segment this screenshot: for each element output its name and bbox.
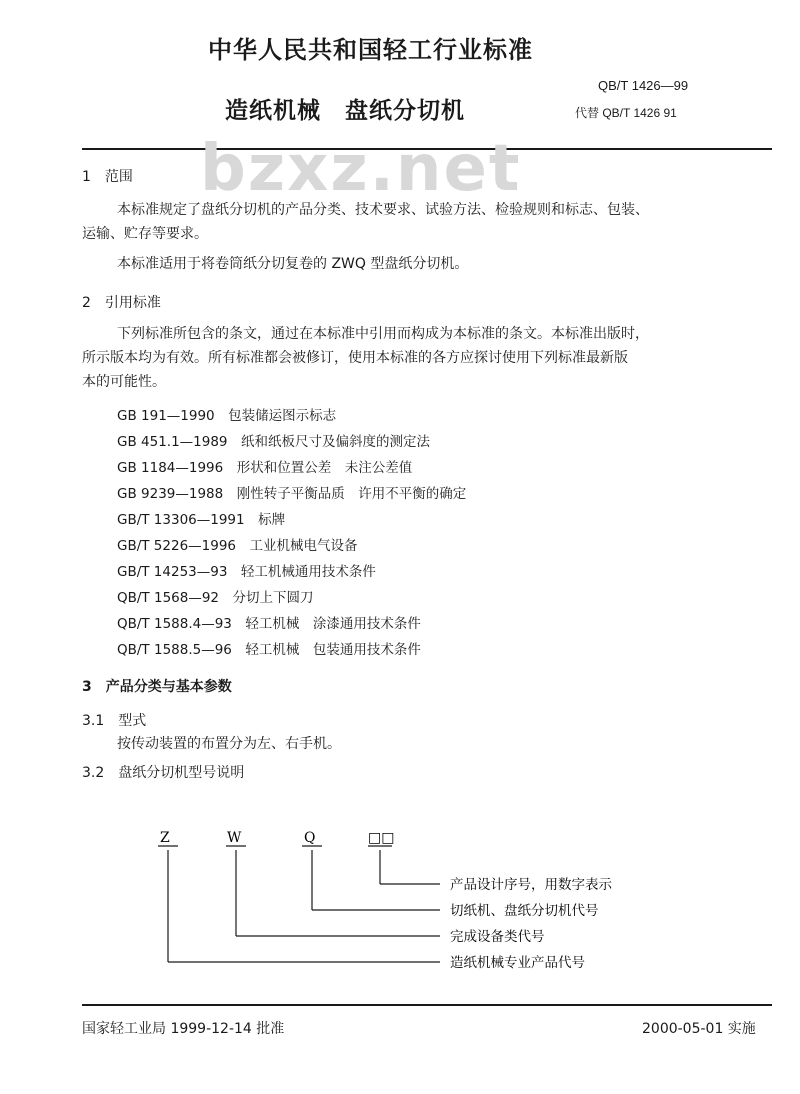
diagram-letter-serial: □□ (368, 830, 395, 846)
reference-item: GB 451.1—1989 纸和纸板尺寸及偏斜度的测定法 (117, 434, 431, 450)
section-2-para-line-3: 本的可能性。 (82, 374, 166, 390)
reference-item: GB 9239—1988 刚性转子平衡品质 许用不平衡的确定 (117, 486, 467, 502)
diagram-label-serial: 产品设计序号，用数字表示 (450, 877, 612, 893)
implementation-date: 2000-05-01 实施 (642, 1021, 756, 1037)
diagram-letter-w: W (227, 830, 242, 846)
diagram-letter-q: Q (304, 830, 316, 846)
diagram-label-machine-code: 切纸机、盘纸分切机代号 (450, 903, 599, 919)
reference-item: QB/T 1588.4—93 轻工机械 涂漆通用技术条件 (117, 616, 421, 632)
diagram-label-product-code: 造纸机械专业产品代号 (450, 955, 585, 971)
section-1-para-1-line-1: 本标准规定了盘纸分切机的产品分类、技术要求、试验方法、检验规则和标志、包装、 (117, 202, 649, 218)
reference-item: GB/T 14253—93 轻工机械通用技术条件 (117, 564, 376, 580)
watermark: bzxz.net (200, 132, 522, 206)
replaces-standard: 代替 QB/T 1426 91 (575, 106, 677, 120)
footer-rule (82, 1004, 772, 1006)
reference-item: QB/T 1568—92 分切上下圆刀 (117, 590, 314, 606)
diagram-label-equipment-class: 完成设备类代号 (450, 929, 545, 945)
section-1-para-2: 本标准适用于将卷筒纸分切复卷的 ZWQ 型盘纸分切机。 (117, 256, 469, 272)
section-2-title: 2 引用标准 (82, 295, 161, 311)
approval-date: 国家轻工业局 1999-12-14 批准 (82, 1021, 285, 1037)
section-3-title: 3 产品分类与基本参数 (82, 679, 232, 695)
section-3-1-title: 3.1 型式 (82, 713, 147, 729)
section-1-para-1-line-2: 运输、贮存等要求。 (82, 226, 208, 242)
issuer-title: 中华人民共和国轻工行业标准 (208, 36, 533, 64)
section-3-2-title: 3.2 盘纸分切机型号说明 (82, 765, 245, 781)
reference-item: GB/T 5226—1996 工业机械电气设备 (117, 538, 358, 554)
reference-item: GB 191—1990 包装储运图示标志 (117, 408, 337, 424)
diagram-letter-z: Z (160, 830, 170, 846)
section-1-title: 1 范围 (82, 169, 133, 185)
standard-number: QB/T 1426—99 (598, 78, 689, 93)
section-2-para-line-2: 所示版本均为有效。所有标准都会被修订，使用本标准的各方应探讨使用下列标准最新版 (82, 350, 628, 366)
reference-item: GB/T 13306—1991 标牌 (117, 512, 286, 528)
section-3-1-text: 按传动装置的布置分为左、右手机。 (117, 736, 341, 752)
document-title: 造纸机械 盘纸分切机 (225, 98, 465, 124)
reference-item: GB 1184—1996 形状和位置公差 未注公差值 (117, 460, 413, 476)
reference-item: QB/T 1588.5—96 轻工机械 包装通用技术条件 (117, 642, 421, 658)
section-2-para-line-1: 下列标准所包含的条文，通过在本标准中引用而构成为本标准的条文。本标准出版时， (117, 326, 649, 342)
